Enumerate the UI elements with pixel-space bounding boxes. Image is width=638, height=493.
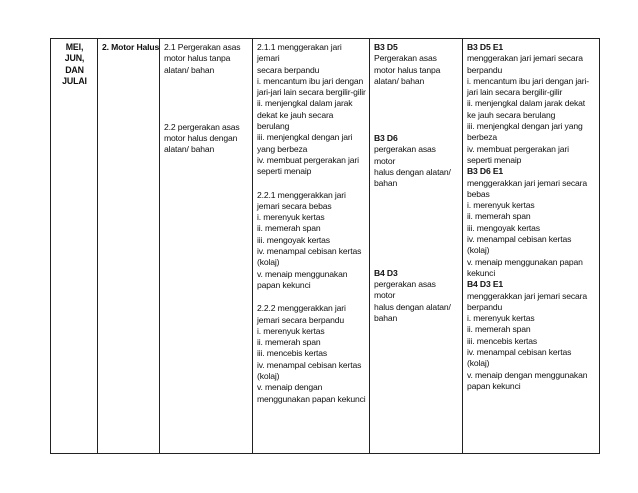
- band-cell: [370, 39, 463, 454]
- month-text: MEI, JUN, DAN JULAI: [62, 42, 87, 86]
- evidence-text-b4-d3-e1: menggerakkan jari jemari secara berpandu i. merenyuk kertas ii. memerah span iii. mencebis kertas iv. menampal cebisan kertas (kolaj) v. menaip dengan menggunakan papan kekunci: [467, 290, 588, 391]
- objective-2-1-1: 2.1.1 menggerakan jari jemari secara berpandu i. mencantum ibu jari dengan jari-jari lain secara bergilir-gilir ii. menjengkal dalam jarak dekat ke jauh secara berulang iii. menjengkal dengan jari yang berbeza iv. membuat pergerakan jari seperti menaip: [257, 42, 366, 177]
- evidence-text-b3-d6-e1: menggerakkan jari jemari secara bebas i. merenyuk kertas ii. memerah span iii. mengoyak kertas iv. menampal cebisan kertas (kolaj) v. menaip menggunakan papan kekunci: [467, 177, 588, 278]
- objective-2-2-2: 2.2.2 menggerakkan jari jemari secara berpandu i. merenyuk kertas ii. memerah span iii. mencebis kertas iv. menampal cebisan kertas (kolaj) v. menaip dengan menggunakan papan kekunci: [257, 303, 366, 404]
- objective-cell: [253, 39, 370, 454]
- band-code-b4-d3: B4 D3: [374, 267, 398, 278]
- band-text-b3-d5: Pergerakan asas motor halus tanpa alatan/ bahan: [374, 53, 441, 86]
- band-code-b3-d5: B3 D5: [374, 42, 398, 52]
- band-text-b4-d3: pergerakan asas motor halus dengan alatan/ bahan: [374, 278, 451, 323]
- month-cell: [51, 39, 98, 454]
- table-row: [51, 39, 600, 454]
- evidence-code-b3-d6-e1: B3 D6 E1: [467, 166, 504, 177]
- component-text: 2. Motor Halus: [102, 42, 160, 52]
- curriculum-table: [50, 38, 600, 454]
- standard-2-1: 2.1 Pergerakan asas motor halus tanpa alatan/ bahan: [164, 42, 241, 75]
- evidence-code-b3-d5-e1: B3 D5 E1: [467, 42, 504, 52]
- evidence-cell: [463, 39, 600, 454]
- standard-cell: [160, 39, 253, 454]
- component-cell: [98, 39, 160, 454]
- evidence-code-b4-d3-e1: B4 D3 E1: [467, 279, 504, 290]
- band-text-b3-d6: pergerakan asas motor halus dengan alatan/ bahan: [374, 144, 451, 189]
- objective-2-2-1: 2.2.1 menggerakkan jari jemari secara bebas i. merenyuk kertas ii. memerah span iii. mengoyak kertas iv. menampal cebisan kertas (kolaj) v. menaip menggunakan papan kekunci: [257, 189, 362, 290]
- standard-2-2: 2.2 pergerakan asas motor halus dengan alatan/ bahan: [164, 121, 240, 155]
- evidence-text-b3-d5-e1: menggerakan jari jemari secara berpandu i. mencantum ibu jari dengan jari- jari lain secara bergilir-gilir ii. menjengkal dalam jarak dekat ke jauh secara berulang iii. menjengkal dengan jari yang berbeza iv. membuat pergerakan jari seperti menaip: [467, 53, 589, 165]
- band-code-b3-d6: B3 D6: [374, 133, 398, 144]
